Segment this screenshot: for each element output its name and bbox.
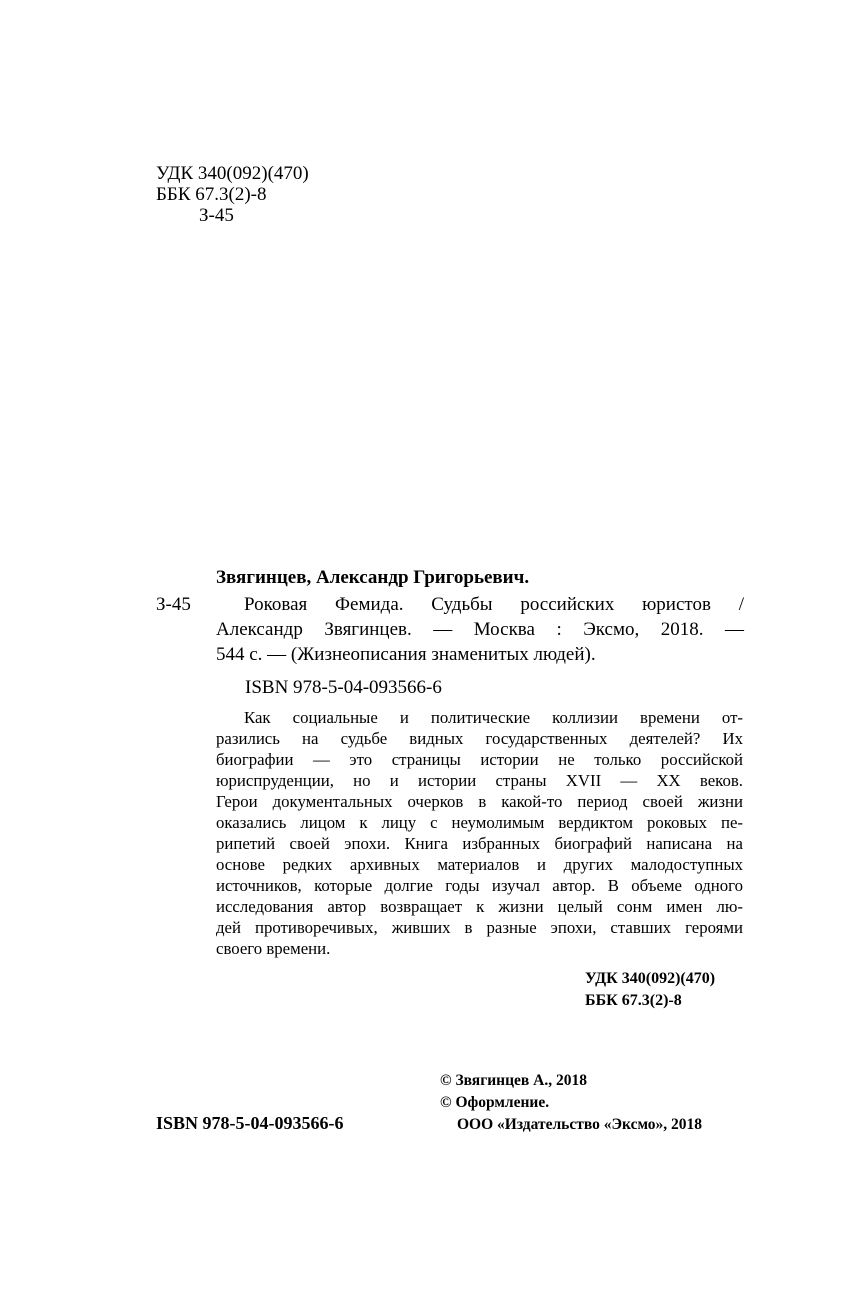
annotation-line: Как социальные и политические коллизии времени от-: [244, 708, 743, 727]
annotation-line: юриспруденции, но и истории страны XVII — XX веков.: [216, 771, 743, 790]
annotation-line: дей противоречивых, живших в разные эпохи, ставших героями: [216, 918, 743, 937]
record-line: Александр Звягинцев. — Москва : Эксмо, 2018. —: [216, 619, 744, 640]
header-classification: [156, 163, 309, 226]
annotation-line: источников, которые долгие годы изучал автор. В объеме одного: [216, 876, 743, 895]
annotation-line: Герои документальных очерков в какой-то период своей жизни: [216, 792, 743, 811]
record-author: Звягинцев, Александр Григорьевич.: [216, 567, 530, 588]
annotation-line: биографии — это страницы истории не только российской: [216, 750, 743, 769]
record-line: 544 с. — (Жизнеописания знаменитых людей).: [216, 644, 596, 665]
record-isbn: ISBN 978-5-04-093566-6: [245, 677, 442, 698]
publisher-line: ООО «Издательство «Эксмо», 2018: [457, 1116, 703, 1133]
annotation-line: своего времени.: [216, 939, 331, 958]
classification-udk: УДК 340(092)(470): [585, 970, 716, 987]
classification-bbk: ББК 67.3(2)-8: [585, 992, 682, 1009]
annotation-line: разились на судьбе видных государственных деятелей? Их: [216, 729, 743, 748]
copyright-block: [440, 1070, 702, 1136]
annotation-line: исследования автор возвращает к жизни целый сонм имен лю-: [216, 897, 743, 916]
annotation: [216, 707, 743, 959]
header-udk: УДК 340(092)(470): [156, 163, 309, 184]
header-bbk: ББК 67.3(2)-8: [156, 184, 267, 205]
header-author-mark: З-45: [199, 205, 234, 226]
annotation-line: рипетий своей эпохи. Книга избранных биографий написана на: [216, 834, 743, 853]
record-line: Роковая Фемида. Судьбы российских юристов /: [244, 594, 744, 615]
classification-block: [585, 968, 715, 1012]
annotation-line: основе редких архивных материалов и других малодоступных: [216, 855, 743, 874]
record-description: [216, 592, 744, 667]
copyright-design: © Оформление.: [440, 1094, 550, 1111]
annotation-line: оказались лицом к лицу с неумолимым вердиктом роковых пе-: [216, 813, 743, 832]
record-author-mark: З-45: [156, 594, 191, 615]
copyright-author: © Звягинцев А., 2018: [440, 1072, 587, 1089]
footer-isbn: ISBN 978-5-04-093566-6: [156, 1113, 344, 1133]
